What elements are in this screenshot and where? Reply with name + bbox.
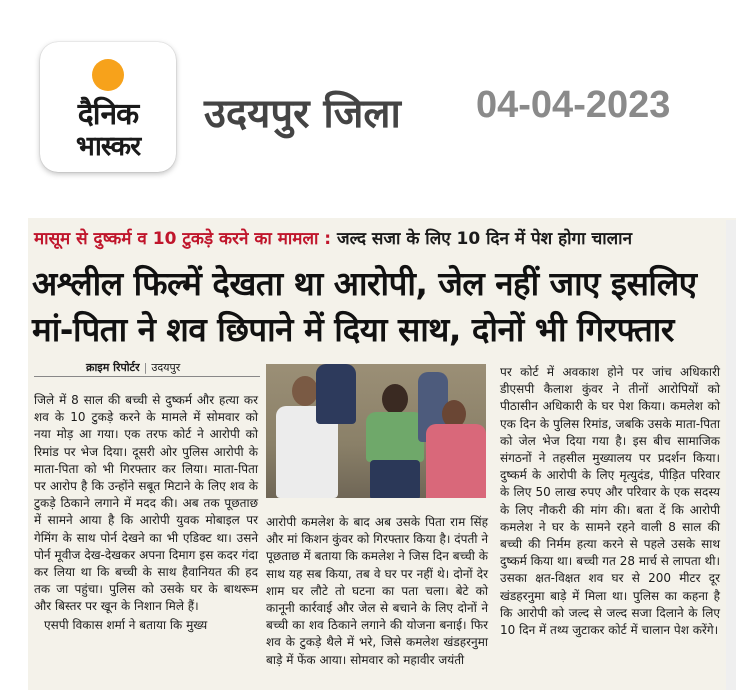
article-column-3 [500,364,720,639]
district-title: उदयपुर जिला [204,91,401,137]
accused-family-photo [266,364,486,498]
newspaper-logo [40,42,176,172]
edition-date: 04-04-2023 [476,84,671,126]
article-column-1 [34,392,258,634]
article-column-2 [266,514,488,669]
byline-reporter: क्राइम रिपोर्टर [86,361,140,374]
byline-place: उदयपुर [151,361,181,374]
headline-line-1: अश्लील फिल्में देखता था आरोपी, जेल नहीं जाए इसलिए [32,264,697,303]
sun-icon [92,59,124,91]
headline-line-2: मां-पिता ने शव छिपाने में दिया साथ, दोनों भी गिरफ्तार [32,310,674,349]
byline-divider [34,376,260,377]
column-1-text: जिले में 8 साल की बच्ची से दुष्कर्म और हत्या कर शव के 10 टुकड़े करने के मामले में सोमवार को नया मोड़ आ गया। एक तरफ कोर्ट ने आरोपी को रिमांड पर भेज दिया। दूसरी ओर पुलिस आरोपी के माता-पिता को भी गिरफ्तार कर लिया। माता-पिता पर आरोप है कि उन्होंने सबूत मिटाने के लिए शव के टुकड़े ठिकाने लगाने में मदद की। अब तक पूछताछ में सामने आया है कि आरोपी युवक मोबाइल पर गेमिंग के साथ पोर्न देखने का भी एडिक्ट था। उसने पोर्न मूवीज देख-देखकर अपना दिमाग इस कदर गंदा कर लिया था कि बच्ची के साथ हैवानियत की हद तक जा पहुंचा। पुलिस को उसके घर के बाथरूम और बिस्तर पर खून के निशान मिले हैं। [34,393,258,614]
kicker-rest: जल्द सजा के लिए 10 दिन में पेश होगा चालान [337,229,633,249]
kicker-lead: मासूम से दुष्कर्म व 10 टुकड़े करने का मामला : [34,229,332,249]
news-clipping [28,218,736,690]
column-2-text: आरोपी कमलेश के बाद अब उसके पिता राम सिंह और मां किशन कुंवर को गिरफ्तार किया है। दंपती ने पूछताछ में बताया कि कमलेश ने जिस दिन बच्ची के साथ यह सब किया, तब वे घर पर नहीं थे। दोनों देर शाम घर लौटे तो घटना का पता चला। बेटे को कानूनी कार्रवाई और जेल से बचाने के लिए दोनों ने बच्ची का शव ठिकाने लगाने की योजना बनाई। फिर शव के टुकड़े थैले में भरे, जिसे कमलेश खंडहरनुमा बाड़े में फेंक आया। सोमवार को महावीर जयंती [266,515,488,667]
adjacent-page-edge [726,220,736,690]
column-1-tail: एसपी विकास शर्मा ने बताया कि मुख्य [44,617,208,632]
logo-text-bhaskar: भास्कर [75,131,141,162]
article-kicker [28,226,736,254]
byline: क्राइम रिपोर्टर | उदयपुर [86,361,181,374]
logo-text-dainik: दैनिक [77,97,139,132]
column-3-text: पर कोर्ट में अवकाश होने पर जांच अधिकारी डीएसपी कैलाश कुंवर ने तीनों आरोपियों को पीठासीन अधिकारी के घर पेश किया। कमलेश को एक दिन के पुलिस रिमांड, जबकि उसके माता-पिता को जेल भेज दिया गया है। इस बीच सामाजिक संगठनों ने तहसील मुख्यालय पर प्रदर्शन किया। दुष्कर्म के आरोपी के लिए मृत्युदंड, पीड़ित परिवार के लिए 50 लाख रुपए और परिवार के एक सदस्य के लिए नौकरी की मांग की। बता दें कि आरोपी कमलेश ने घर के सामने रहने वाली 8 साल की बच्ची की निर्मम हत्या करने से पहले उसके साथ दुष्कर्म किया था। बच्ची गत 28 मार्च से लापता थी। उसका क्षत-विक्षत शव घर से 200 मीटर दूर खंडहरनुमा बाड़े में मिला था। पुलिस का कहना है कि आरोपी को जल्द से जल्द सजा दिलाने के लिए 10 दिन में तथ्य जुटाकर कोर्ट में चालान पेश करेंगे। [500,365,720,638]
